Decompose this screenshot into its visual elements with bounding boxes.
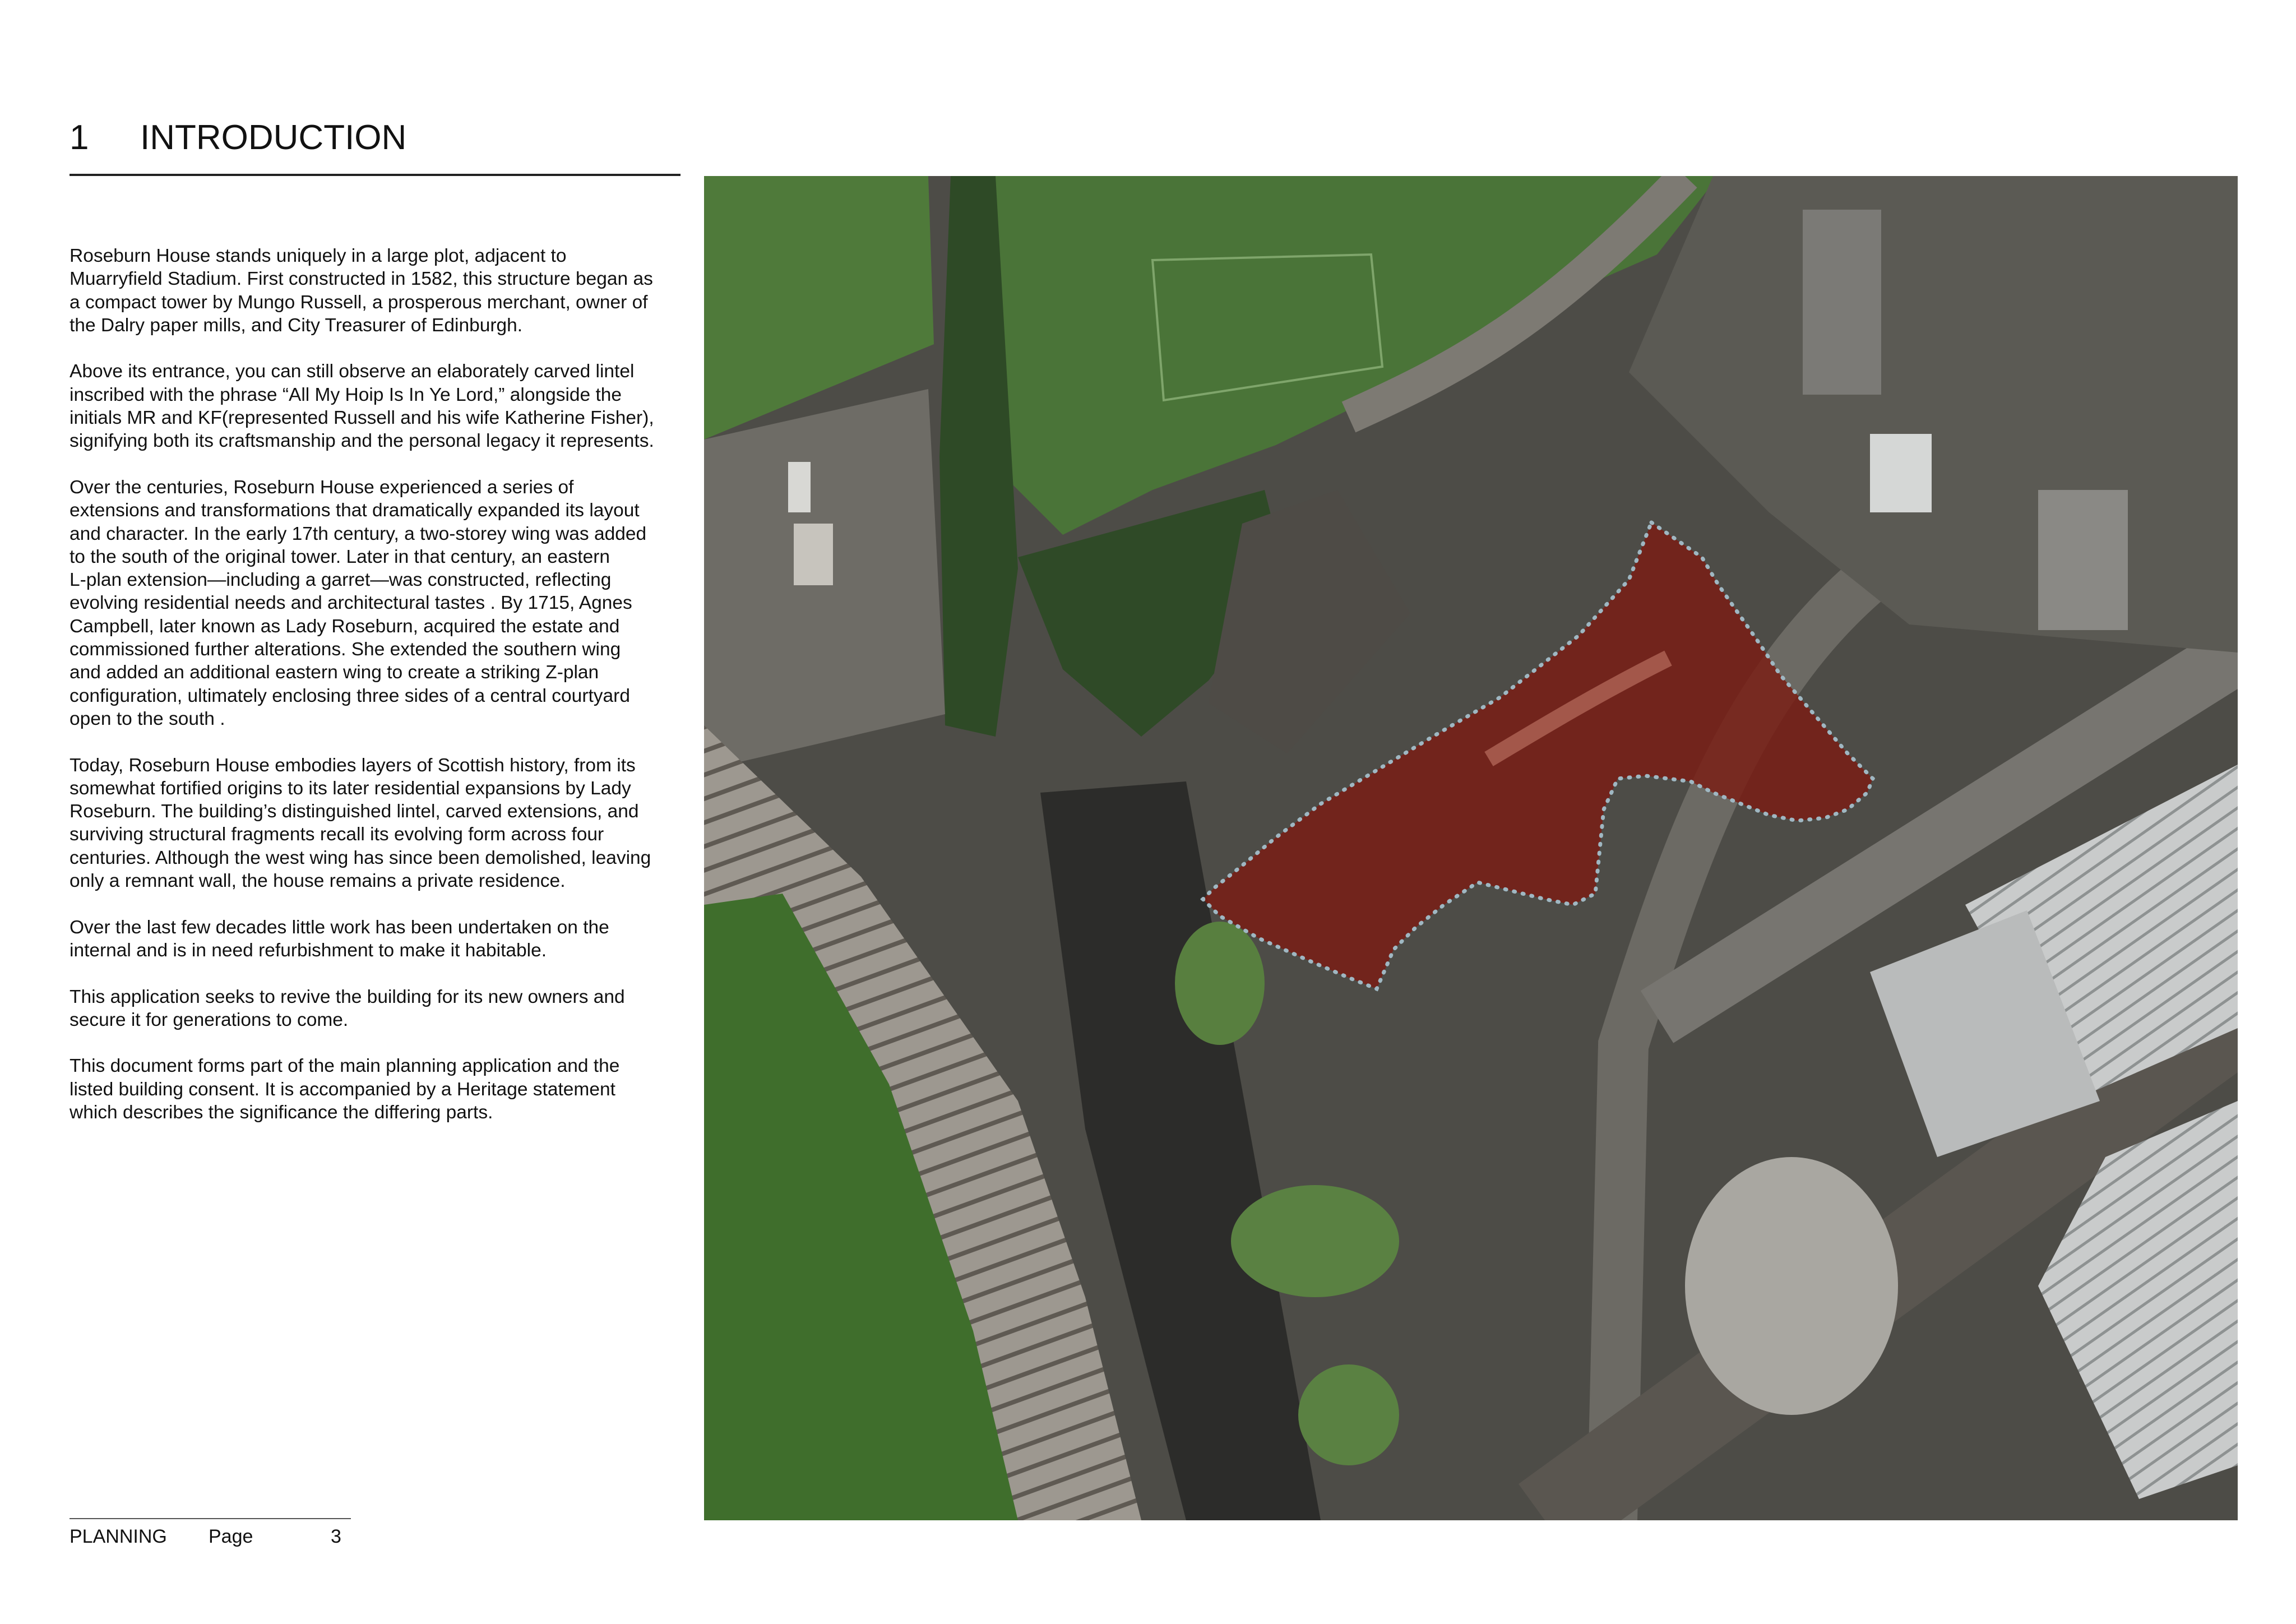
introduction-text [70, 244, 686, 1148]
arena-roof [1685, 1157, 1898, 1415]
building [2038, 490, 2128, 630]
paragraph: Over the centuries, Roseburn House experienced a series of extensions and transformations that dramatically expanded its layout and character. In the early 17th century, a two-storey wing was added to the south of the original tower. Later in that century, an eastern L-plan extension—including a garret—was constructed, reflecting evolving residential needs and architectural tastes . By 1715, Agnes Campbell, later known as Lady Roseburn, acquired the estate and commissioned further alterations. She extended the southern wing and added an additional eastern wing to create a striking Z-plan configuration, ultimately enclosing three sides of a central courtyard open to the south . [70, 476, 647, 729]
aerial-site-photo [704, 176, 2238, 1520]
building [1803, 210, 1881, 395]
heading-rule [70, 174, 681, 176]
paragraph: Today, Roseburn House embodies layers of Scottish history, from its somewhat fortified origins to its later residential expansions by Lady Roseburn. The building’s distinguished lintel, carved extensions, and surviving structural fragments recall its evolving form across four centuries. Although the west wing has since been demolished, leaving only a remnant wall, the house remains a private residence. [70, 755, 651, 892]
section-number: 1 [70, 118, 89, 157]
footer-page-number: 3 [331, 1526, 341, 1547]
paragraph: This application seeks to revive the building for its new owners and secure it for generations to come. [70, 986, 625, 1030]
vehicle [794, 524, 833, 585]
footer-rule [70, 1518, 351, 1519]
building [1870, 434, 1932, 512]
footer-page-label: Page [209, 1526, 253, 1547]
paragraph: Roseburn House stands uniquely in a large plot, adjacent to Muarryfield Stadium. First constructed in 1582, this structure began as a compact tower by Mungo Russell, a prosperous merchant, owner of the Dalry paper mills, and City Treasurer of Edinburgh. [70, 246, 653, 336]
green [1175, 922, 1265, 1045]
vehicle [788, 462, 811, 512]
section-heading [70, 118, 406, 158]
paragraph: This document forms part of the main planning application and the listed building consent. It is accompanied by a Heritage statement which describes the significance the differing parts. [70, 1056, 620, 1123]
paragraph: Above its entrance, you can still observe an elaborately carved lintel inscribed with the phrase “All My Hoip Is In Ye Lord,” alongside the initials MR and KF(represented Russell and his wife Katherine Fisher), signifying both its craftsmanship and the personal legacy it represents. [70, 361, 654, 452]
green [1298, 1364, 1399, 1465]
green [1231, 1185, 1399, 1297]
section-title: INTRODUCTION [140, 118, 407, 157]
footer-section: PLANNING [70, 1526, 167, 1547]
paragraph: Over the last few decades little work has been undertaken on the internal and is in need refurbishment to make it habitable. [70, 917, 609, 961]
aerial-map [704, 176, 2238, 1520]
